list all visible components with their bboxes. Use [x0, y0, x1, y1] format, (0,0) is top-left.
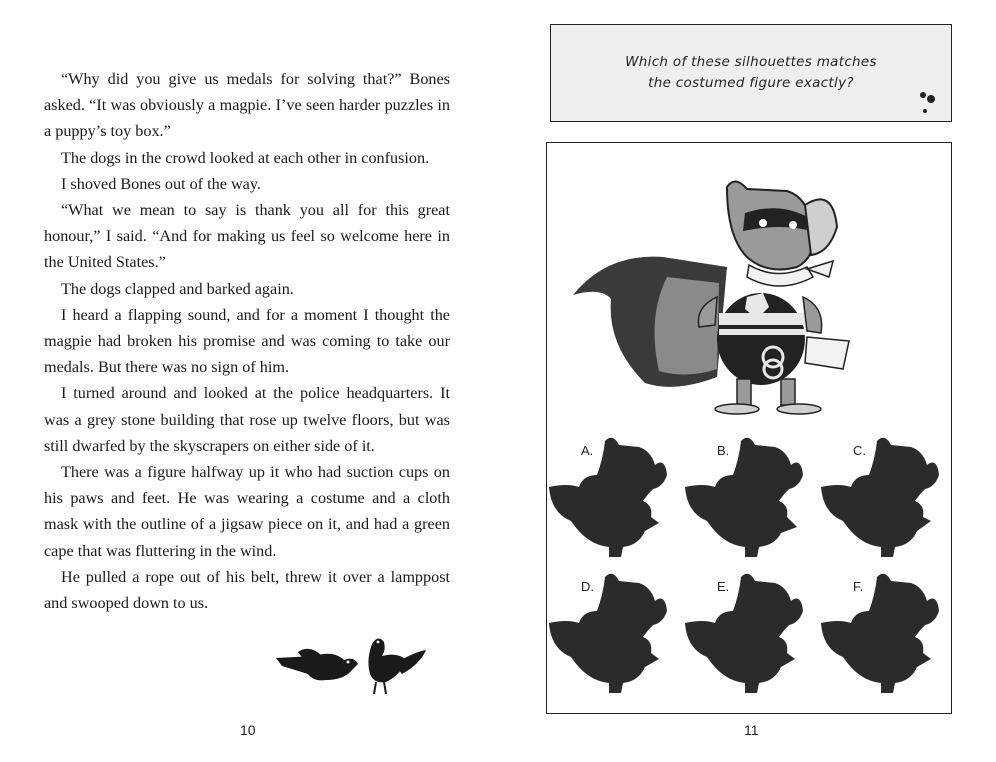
- silhouette-icon: [683, 571, 815, 697]
- birds-illustration: [274, 630, 434, 700]
- magpie-icon: [276, 654, 358, 681]
- silhouette-icon: [683, 435, 815, 561]
- silhouette-option-f[interactable]: [819, 571, 951, 697]
- page-number: 11: [744, 722, 759, 738]
- silhouette-icon: [547, 571, 679, 697]
- option-label: C.: [853, 443, 866, 458]
- silhouette-option-b[interactable]: [683, 435, 815, 561]
- ink-splat-icon: [913, 87, 943, 117]
- paragraph: There was a figure halfway up it who had suction cups on his paws and feet. He was wearing a costume and a cloth mask with the outline of a jigsaw piece on it, and had a green cape that was fluttering in the wind.: [44, 463, 450, 560]
- option-label: A.: [581, 443, 594, 458]
- paragraph: I heard a flapping sound, and for a moment I thought the magpie had broken his promise and was coming to take our medals. But there was no sign of him.: [44, 305, 450, 377]
- right-page: [498, 0, 996, 762]
- option-label: F.: [853, 579, 864, 594]
- puzzle-prompt-box: [550, 24, 952, 122]
- option-label: B.: [717, 443, 730, 458]
- prompt-line: Which of these silhouettes matches: [625, 54, 877, 70]
- story-text: [44, 66, 450, 616]
- puzzle-prompt: [551, 52, 951, 94]
- paragraph: He pulled a rope out of his belt, threw it over a lamppost and swooped down to us.: [44, 567, 450, 613]
- silhouette-option-c[interactable]: [819, 435, 951, 561]
- page-number: 10: [240, 722, 256, 738]
- silhouette-option-d[interactable]: [547, 571, 679, 697]
- silhouette-icon: [819, 571, 951, 697]
- paragraph: The dogs in the crowd looked at each other in confusion.: [61, 148, 430, 167]
- silhouette-option-e[interactable]: [683, 571, 815, 697]
- paragraph: I turned around and looked at the police headquarters. It was a grey stone building that rose up twelve floors, but was still dwarfed by the skyscrapers on either side of it.: [44, 384, 450, 455]
- paragraph: “Why did you give us medals for solving that?” Bones asked. “It was obviously a magpie. I’ve seen harder puzzles in a puppy’s toy box.”: [44, 70, 450, 141]
- silhouette-icon: [547, 435, 679, 561]
- silhouette-icon: [819, 435, 951, 561]
- silhouette-option-a[interactable]: [547, 435, 679, 561]
- puzzle-frame: [546, 142, 952, 714]
- option-label: E.: [717, 579, 730, 594]
- option-label: D.: [581, 579, 594, 594]
- prompt-line: the costumed figure exactly?: [648, 75, 854, 91]
- costumed-dog-illustration: [567, 157, 867, 417]
- paragraph: “What we mean to say is thank you all for this great honour,” I said. “And for making us feel so welcome here in the United States.”: [44, 201, 450, 272]
- paragraph: I shoved Bones out of the way.: [61, 174, 261, 193]
- paragraph: The dogs clapped and barked again.: [61, 279, 294, 298]
